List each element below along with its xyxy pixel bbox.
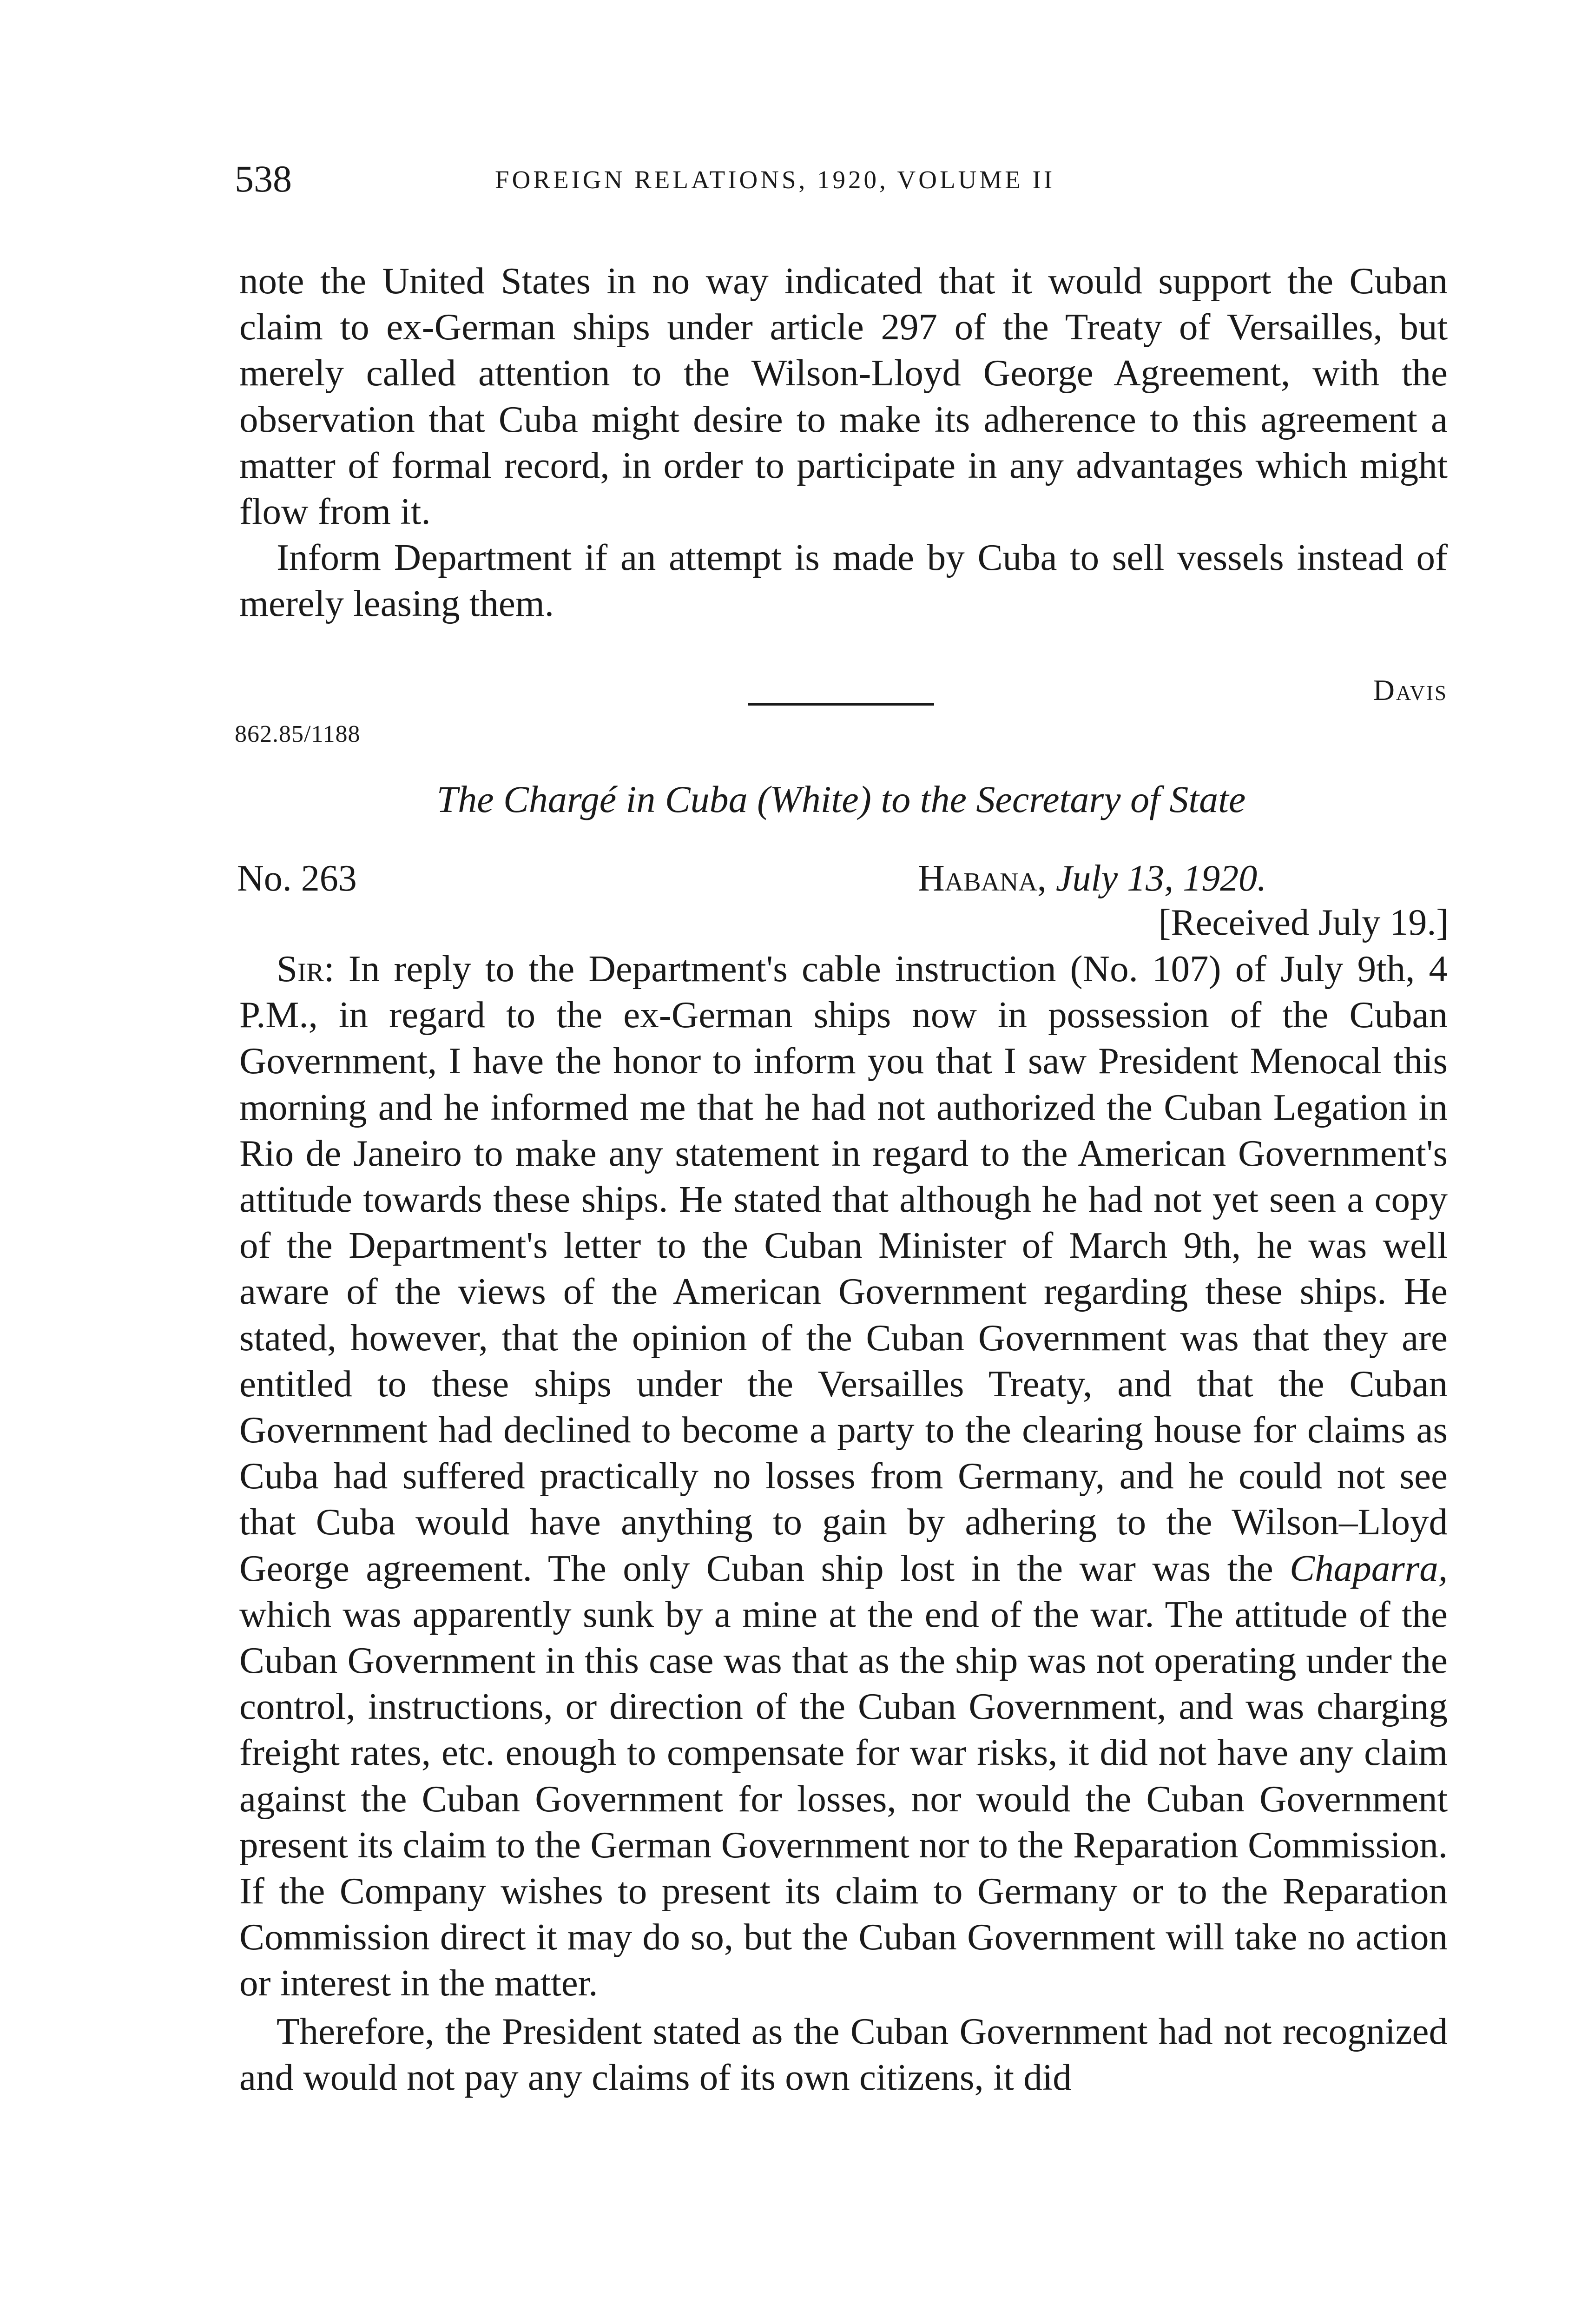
section-divider <box>748 703 934 706</box>
paragraph <box>239 946 1448 2007</box>
body-text: which was apparently sunk by a mine at the end of the war. The attitude of the Cuban Government in this case was that as the ship was not operating under the control, instructions, or direction of the Cuban Government, and was charging freight rates, etc. enough to compensate for war risks, it did not have any claim against the Cuban Government for losses, nor would the Cuban Government present its claim to the German Government nor to the Reparation Commission. If the Company wishes to present its claim to Germany or to the Reparation Commission direct it may do so, but the Cuban Government will take no action or interest in the matter. <box>239 1593 1448 2004</box>
ship-name: Chaparra, <box>1290 1547 1448 1589</box>
place: Habana, <box>918 858 1047 899</box>
continued-text <box>239 258 1448 627</box>
page-number: 538 <box>235 158 292 200</box>
document-title: The Chargé in Cuba (White) to the Secretary of State <box>436 778 1246 820</box>
letter-body <box>239 946 1448 2100</box>
salutation: Sir: <box>277 948 335 990</box>
despatch-number: No. 263 <box>237 858 357 899</box>
running-head: FOREIGN RELATIONS, 1920, VOLUME II <box>495 165 1055 194</box>
page-header <box>235 156 1448 202</box>
paragraph: note the United States in no way indicated that it would support the Cuban claim to ex-German ships under article 297 of the Treaty of Versailles, but merely called attention to the Wilson-Lloyd George Agreement, with the observation that Cuba might desire to make its adherence to this agreement a matter of formal record, in order to participate in any advantages which might flow from it. <box>239 260 1448 533</box>
paragraph: Inform Department if an attempt is made by Cuba to sell vessels instead of merely leasing them. <box>239 536 1448 625</box>
paragraph: Therefore, the President stated as the Cuban Government had not recognized and would not pay any claims of its own citizens, it did <box>239 2010 1448 2098</box>
signature: Davis <box>1373 673 1448 706</box>
file-number: 862.85/1188 <box>235 721 361 747</box>
date: July 13, 1920. <box>1055 858 1267 899</box>
received-date: [Received July 19.] <box>1158 902 1449 943</box>
place-and-date <box>918 855 1266 902</box>
body-text: In reply to the Department's cable instruction (No. 107) of July 9th, 4 P.M., in regard to the ex-German ships now in possession of the Cuban Government, I have the honor to inform you that I saw President Menocal this morning and he informed me that he had not authorized the Cuban Legation in Rio de Janeiro to make any statement in regard to the American Government's attitude towards these ships. He stated that although he had not yet seen a copy of the Department's letter to the Cuban Minister of March 9th, he was well aware of the views of the American Government regarding these ships. He stated, however, that the opinion of the Cuban Government was that they are entitled to these ships under the Versailles Treaty, and that the Cuban Government had declined to become a party to the clearing house for claims as Cuba had suffered practically no losses from Germany, and he could not see that Cuba would have anything to gain by adhering to the Wilson–Lloyd George agreement. The only Cuban ship lost in the war was the <box>239 948 1448 1589</box>
